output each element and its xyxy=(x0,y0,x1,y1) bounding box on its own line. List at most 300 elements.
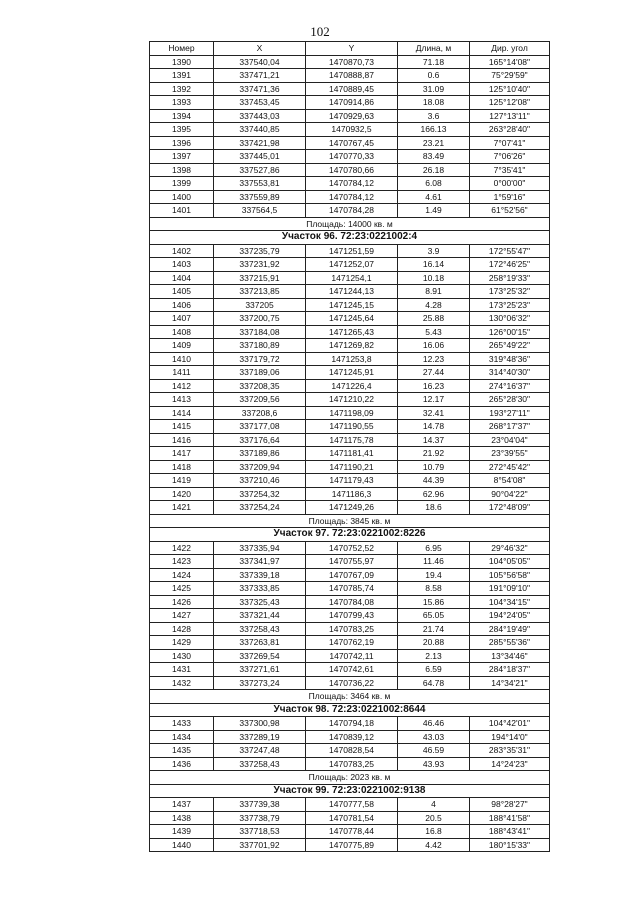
direction-angle-cell: 104°05'05" xyxy=(470,555,550,569)
point-number-cell: 1439 xyxy=(150,825,214,839)
x-coordinate-cell: 337471,21 xyxy=(214,69,306,83)
point-number-cell: 1405 xyxy=(150,285,214,299)
x-coordinate-cell: 337453,45 xyxy=(214,96,306,110)
x-coordinate-cell: 337177,08 xyxy=(214,420,306,434)
length-cell: 8.91 xyxy=(398,285,470,299)
x-coordinate-cell: 337559,89 xyxy=(214,190,306,204)
y-coordinate-cell: 1471265,43 xyxy=(306,325,398,339)
section-title: Участок 96. 72:23:0221002:4 xyxy=(150,231,550,245)
x-coordinate-cell: 337333,85 xyxy=(214,582,306,596)
length-cell: 14.37 xyxy=(398,433,470,447)
x-coordinate-cell: 337739,38 xyxy=(214,798,306,812)
point-number-cell: 1414 xyxy=(150,406,214,420)
y-coordinate-cell: 1470914,86 xyxy=(306,96,398,110)
direction-angle-cell: 130°06'32" xyxy=(470,312,550,326)
length-cell: 12.23 xyxy=(398,352,470,366)
point-number-cell: 1410 xyxy=(150,352,214,366)
table-row xyxy=(150,622,550,636)
y-coordinate-cell: 1470778,44 xyxy=(306,825,398,839)
y-coordinate-cell: 1470775,89 xyxy=(306,838,398,852)
x-coordinate-cell: 337445,01 xyxy=(214,150,306,164)
table-row xyxy=(150,312,550,326)
point-number-cell: 1409 xyxy=(150,339,214,353)
length-cell: 3.9 xyxy=(398,244,470,258)
area-row xyxy=(150,217,550,231)
table-row xyxy=(150,609,550,623)
direction-angle-cell: 0°00'00" xyxy=(470,177,550,191)
length-cell: 62.96 xyxy=(398,487,470,501)
table-row xyxy=(150,541,550,555)
x-coordinate-cell: 337247,48 xyxy=(214,744,306,758)
direction-angle-cell: 127°13'11" xyxy=(470,109,550,123)
direction-angle-cell: 173°25'23" xyxy=(470,298,550,312)
point-number-cell: 1397 xyxy=(150,150,214,164)
section-title-row xyxy=(150,784,550,798)
table-row xyxy=(150,420,550,434)
direction-angle-cell: 29°46'32" xyxy=(470,541,550,555)
x-coordinate-cell: 337176,64 xyxy=(214,433,306,447)
section-title-row xyxy=(150,528,550,542)
direction-angle-cell: 274°16'37" xyxy=(470,379,550,393)
direction-angle-cell: 125°12'08" xyxy=(470,96,550,110)
y-coordinate-cell: 1470755,97 xyxy=(306,555,398,569)
length-cell: 21.92 xyxy=(398,447,470,461)
length-cell: 43.93 xyxy=(398,757,470,771)
y-coordinate-cell: 1471190,55 xyxy=(306,420,398,434)
table-row xyxy=(150,271,550,285)
table-row xyxy=(150,366,550,380)
y-coordinate-cell: 1470742,61 xyxy=(306,663,398,677)
x-coordinate-cell: 337235,79 xyxy=(214,244,306,258)
table-row xyxy=(150,730,550,744)
x-coordinate-cell: 337553,81 xyxy=(214,177,306,191)
point-number-cell: 1435 xyxy=(150,744,214,758)
y-coordinate-cell: 1470777,58 xyxy=(306,798,398,812)
y-coordinate-cell: 1470932,5 xyxy=(306,123,398,137)
length-cell: 1.49 xyxy=(398,204,470,218)
length-cell: 14.78 xyxy=(398,420,470,434)
y-coordinate-cell: 1471179,43 xyxy=(306,474,398,488)
table-row xyxy=(150,636,550,650)
x-coordinate-cell: 337184,08 xyxy=(214,325,306,339)
table-row xyxy=(150,838,550,852)
direction-angle-cell: 188°41'58" xyxy=(470,811,550,825)
point-number-cell: 1423 xyxy=(150,555,214,569)
point-number-cell: 1401 xyxy=(150,204,214,218)
direction-angle-cell: 265°28'30" xyxy=(470,393,550,407)
direction-angle-cell: 7°35'41" xyxy=(470,163,550,177)
direction-angle-cell: 173°25'32" xyxy=(470,285,550,299)
length-cell: 46.46 xyxy=(398,717,470,731)
column-header-direction-angle: Дир. угол xyxy=(470,42,550,56)
x-coordinate-cell: 337540,04 xyxy=(214,55,306,69)
point-number-cell: 1396 xyxy=(150,136,214,150)
table-row xyxy=(150,474,550,488)
x-coordinate-cell: 337208,35 xyxy=(214,379,306,393)
table-row xyxy=(150,447,550,461)
direction-angle-cell: 268°17'37" xyxy=(470,420,550,434)
length-cell: 3.6 xyxy=(398,109,470,123)
y-coordinate-cell: 1470780,66 xyxy=(306,163,398,177)
point-number-cell: 1398 xyxy=(150,163,214,177)
point-number-cell: 1395 xyxy=(150,123,214,137)
x-coordinate-cell: 337339,18 xyxy=(214,568,306,582)
table-row xyxy=(150,663,550,677)
length-cell: 15.86 xyxy=(398,595,470,609)
column-header-x: X xyxy=(214,42,306,56)
table-row xyxy=(150,406,550,420)
table-row xyxy=(150,811,550,825)
direction-angle-cell: 23°04'04" xyxy=(470,433,550,447)
length-cell: 16.06 xyxy=(398,339,470,353)
length-cell: 16.8 xyxy=(398,825,470,839)
y-coordinate-cell: 1471245,91 xyxy=(306,366,398,380)
length-cell: 6.95 xyxy=(398,541,470,555)
table-header-row xyxy=(150,42,550,56)
length-cell: 16.23 xyxy=(398,379,470,393)
direction-angle-cell: 7°06'26" xyxy=(470,150,550,164)
point-number-cell: 1438 xyxy=(150,811,214,825)
section-title: Участок 99. 72:23:0221002:9138 xyxy=(150,784,550,798)
direction-angle-cell: 7°07'41" xyxy=(470,136,550,150)
x-coordinate-cell: 337258,43 xyxy=(214,622,306,636)
table-row xyxy=(150,798,550,812)
table-row xyxy=(150,379,550,393)
column-header-length: Длина, м xyxy=(398,42,470,56)
x-coordinate-cell: 337189,86 xyxy=(214,447,306,461)
y-coordinate-cell: 1470889,45 xyxy=(306,82,398,96)
point-number-cell: 1407 xyxy=(150,312,214,326)
table-row xyxy=(150,744,550,758)
x-coordinate-cell: 337321,44 xyxy=(214,609,306,623)
length-cell: 43.03 xyxy=(398,730,470,744)
table-row xyxy=(150,55,550,69)
table-row xyxy=(150,123,550,137)
x-coordinate-cell: 337421,98 xyxy=(214,136,306,150)
x-coordinate-cell: 337215,91 xyxy=(214,271,306,285)
length-cell: 0.6 xyxy=(398,69,470,83)
area-summary: Площадь: 2023 кв. м xyxy=(150,771,550,785)
point-number-cell: 1403 xyxy=(150,258,214,272)
x-coordinate-cell: 337263,81 xyxy=(214,636,306,650)
direction-angle-cell: 8°54'08" xyxy=(470,474,550,488)
x-coordinate-cell: 337209,56 xyxy=(214,393,306,407)
table-row xyxy=(150,555,550,569)
x-coordinate-cell: 337273,24 xyxy=(214,676,306,690)
length-cell: 12.17 xyxy=(398,393,470,407)
table-row xyxy=(150,393,550,407)
direction-angle-cell: 14°34'21" xyxy=(470,676,550,690)
x-coordinate-cell: 337200,75 xyxy=(214,312,306,326)
y-coordinate-cell: 1470785,74 xyxy=(306,582,398,596)
direction-angle-cell: 104°42'01" xyxy=(470,717,550,731)
direction-angle-cell: 90°04'22" xyxy=(470,487,550,501)
x-coordinate-cell: 337258,43 xyxy=(214,757,306,771)
point-number-cell: 1412 xyxy=(150,379,214,393)
y-coordinate-cell: 1471226,4 xyxy=(306,379,398,393)
length-cell: 18.6 xyxy=(398,501,470,515)
section-title-row xyxy=(150,231,550,245)
x-coordinate-cell: 337440,85 xyxy=(214,123,306,137)
x-coordinate-cell: 337471,36 xyxy=(214,82,306,96)
x-coordinate-cell: 337209,94 xyxy=(214,460,306,474)
table-row xyxy=(150,717,550,731)
table-row xyxy=(150,150,550,164)
direction-angle-cell: 172°55'47" xyxy=(470,244,550,258)
y-coordinate-cell: 1471175,78 xyxy=(306,433,398,447)
point-number-cell: 1416 xyxy=(150,433,214,447)
y-coordinate-cell: 1471253,8 xyxy=(306,352,398,366)
point-number-cell: 1440 xyxy=(150,838,214,852)
point-number-cell: 1434 xyxy=(150,730,214,744)
x-coordinate-cell: 337527,86 xyxy=(214,163,306,177)
point-number-cell: 1391 xyxy=(150,69,214,83)
x-coordinate-cell: 337341,97 xyxy=(214,555,306,569)
point-number-cell: 1393 xyxy=(150,96,214,110)
y-coordinate-cell: 1470929,63 xyxy=(306,109,398,123)
point-number-cell: 1408 xyxy=(150,325,214,339)
table-row xyxy=(150,595,550,609)
area-summary: Площадь: 14000 кв. м xyxy=(150,217,550,231)
table-row xyxy=(150,339,550,353)
point-number-cell: 1402 xyxy=(150,244,214,258)
point-number-cell: 1433 xyxy=(150,717,214,731)
direction-angle-cell: 314°40'30" xyxy=(470,366,550,380)
x-coordinate-cell: 337254,32 xyxy=(214,487,306,501)
x-coordinate-cell: 337180,89 xyxy=(214,339,306,353)
y-coordinate-cell: 1470799,43 xyxy=(306,609,398,623)
y-coordinate-cell: 1471269,82 xyxy=(306,339,398,353)
direction-angle-cell: 319°48'36" xyxy=(470,352,550,366)
point-number-cell: 1419 xyxy=(150,474,214,488)
table-row xyxy=(150,501,550,515)
direction-angle-cell: 193°27'11" xyxy=(470,406,550,420)
direction-angle-cell: 23°39'55" xyxy=(470,447,550,461)
table-row xyxy=(150,325,550,339)
x-coordinate-cell: 337205 xyxy=(214,298,306,312)
length-cell: 2.13 xyxy=(398,649,470,663)
length-cell: 31.09 xyxy=(398,82,470,96)
direction-angle-cell: 13°34'46" xyxy=(470,649,550,663)
table-row xyxy=(150,258,550,272)
direction-angle-cell: 285°55'36" xyxy=(470,636,550,650)
direction-angle-cell: 194°24'05" xyxy=(470,609,550,623)
length-cell: 46.59 xyxy=(398,744,470,758)
y-coordinate-cell: 1471251,59 xyxy=(306,244,398,258)
length-cell: 19.4 xyxy=(398,568,470,582)
direction-angle-cell: 172°46'25" xyxy=(470,258,550,272)
table-row xyxy=(150,460,550,474)
direction-angle-cell: 272°45'42" xyxy=(470,460,550,474)
length-cell: 27.44 xyxy=(398,366,470,380)
direction-angle-cell: 14°24'23" xyxy=(470,757,550,771)
x-coordinate-cell: 337210,46 xyxy=(214,474,306,488)
point-number-cell: 1411 xyxy=(150,366,214,380)
page-number: 102 xyxy=(310,24,330,39)
column-header-y: Y xyxy=(306,42,398,56)
point-number-cell: 1399 xyxy=(150,177,214,191)
table-row xyxy=(150,298,550,312)
table-body xyxy=(150,55,550,852)
table-row xyxy=(150,285,550,299)
point-number-cell: 1437 xyxy=(150,798,214,812)
y-coordinate-cell: 1470784,12 xyxy=(306,177,398,191)
section-title: Участок 98. 72:23:0221002:8644 xyxy=(150,703,550,717)
point-number-cell: 1424 xyxy=(150,568,214,582)
direction-angle-cell: 98°28'27" xyxy=(470,798,550,812)
section-title: Участок 97. 72:23:0221002:8226 xyxy=(150,528,550,542)
column-header-number: Номер xyxy=(150,42,214,56)
y-coordinate-cell: 1471186,3 xyxy=(306,487,398,501)
point-number-cell: 1406 xyxy=(150,298,214,312)
area-summary: Площадь: 3464 кв. м xyxy=(150,690,550,704)
length-cell: 8.58 xyxy=(398,582,470,596)
coordinates-table xyxy=(149,41,550,852)
y-coordinate-cell: 1471245,64 xyxy=(306,312,398,326)
table-row xyxy=(150,69,550,83)
length-cell: 44.39 xyxy=(398,474,470,488)
x-coordinate-cell: 337179,72 xyxy=(214,352,306,366)
y-coordinate-cell: 1471254,1 xyxy=(306,271,398,285)
direction-angle-cell: 284°18'37" xyxy=(470,663,550,677)
y-coordinate-cell: 1470784,08 xyxy=(306,595,398,609)
x-coordinate-cell: 337738,79 xyxy=(214,811,306,825)
length-cell: 21.74 xyxy=(398,622,470,636)
y-coordinate-cell: 1471190,21 xyxy=(306,460,398,474)
x-coordinate-cell: 337335,94 xyxy=(214,541,306,555)
point-number-cell: 1421 xyxy=(150,501,214,515)
direction-angle-cell: 283°35'31" xyxy=(470,744,550,758)
point-number-cell: 1427 xyxy=(150,609,214,623)
x-coordinate-cell: 337289,19 xyxy=(214,730,306,744)
point-number-cell: 1417 xyxy=(150,447,214,461)
area-row xyxy=(150,514,550,528)
length-cell: 166.13 xyxy=(398,123,470,137)
point-number-cell: 1404 xyxy=(150,271,214,285)
direction-angle-cell: 258°19'33" xyxy=(470,271,550,285)
point-number-cell: 1425 xyxy=(150,582,214,596)
point-number-cell: 1390 xyxy=(150,55,214,69)
table-row xyxy=(150,825,550,839)
x-coordinate-cell: 337208,6 xyxy=(214,406,306,420)
y-coordinate-cell: 1471245,15 xyxy=(306,298,398,312)
table-row xyxy=(150,109,550,123)
direction-angle-cell: 263°28'40" xyxy=(470,123,550,137)
length-cell: 23.21 xyxy=(398,136,470,150)
point-number-cell: 1428 xyxy=(150,622,214,636)
length-cell: 65.05 xyxy=(398,609,470,623)
y-coordinate-cell: 1470767,09 xyxy=(306,568,398,582)
table-row xyxy=(150,676,550,690)
direction-angle-cell: 172°48'09" xyxy=(470,501,550,515)
table-row xyxy=(150,582,550,596)
table-row xyxy=(150,82,550,96)
length-cell: 71.18 xyxy=(398,55,470,69)
y-coordinate-cell: 1470828,54 xyxy=(306,744,398,758)
table-row xyxy=(150,487,550,501)
direction-angle-cell: 125°10'40" xyxy=(470,82,550,96)
direction-angle-cell: 188°43'41" xyxy=(470,825,550,839)
x-coordinate-cell: 337271,61 xyxy=(214,663,306,677)
length-cell: 25.88 xyxy=(398,312,470,326)
direction-angle-cell: 191°09'10" xyxy=(470,582,550,596)
x-coordinate-cell: 337254,24 xyxy=(214,501,306,515)
length-cell: 11.46 xyxy=(398,555,470,569)
y-coordinate-cell: 1470736,22 xyxy=(306,676,398,690)
length-cell: 6.59 xyxy=(398,663,470,677)
length-cell: 20.88 xyxy=(398,636,470,650)
direction-angle-cell: 104°34'15" xyxy=(470,595,550,609)
x-coordinate-cell: 337564,5 xyxy=(214,204,306,218)
point-number-cell: 1426 xyxy=(150,595,214,609)
y-coordinate-cell: 1471198,09 xyxy=(306,406,398,420)
point-number-cell: 1429 xyxy=(150,636,214,650)
y-coordinate-cell: 1470752,52 xyxy=(306,541,398,555)
x-coordinate-cell: 337269,54 xyxy=(214,649,306,663)
y-coordinate-cell: 1470781,54 xyxy=(306,811,398,825)
x-coordinate-cell: 337443,03 xyxy=(214,109,306,123)
length-cell: 4.28 xyxy=(398,298,470,312)
point-number-cell: 1430 xyxy=(150,649,214,663)
y-coordinate-cell: 1471244,13 xyxy=(306,285,398,299)
area-row xyxy=(150,771,550,785)
length-cell: 4 xyxy=(398,798,470,812)
length-cell: 32.41 xyxy=(398,406,470,420)
point-number-cell: 1418 xyxy=(150,460,214,474)
direction-angle-cell: 61°52'56" xyxy=(470,204,550,218)
direction-angle-cell: 105°56'58" xyxy=(470,568,550,582)
y-coordinate-cell: 1470742,11 xyxy=(306,649,398,663)
length-cell: 6.08 xyxy=(398,177,470,191)
length-cell: 4.61 xyxy=(398,190,470,204)
y-coordinate-cell: 1470762,19 xyxy=(306,636,398,650)
point-number-cell: 1436 xyxy=(150,757,214,771)
x-coordinate-cell: 337300,98 xyxy=(214,717,306,731)
direction-angle-cell: 126°00'15" xyxy=(470,325,550,339)
point-number-cell: 1394 xyxy=(150,109,214,123)
x-coordinate-cell: 337718,53 xyxy=(214,825,306,839)
point-number-cell: 1420 xyxy=(150,487,214,501)
table-row xyxy=(150,177,550,191)
table-row xyxy=(150,433,550,447)
point-number-cell: 1400 xyxy=(150,190,214,204)
direction-angle-cell: 165°14'08" xyxy=(470,55,550,69)
point-number-cell: 1413 xyxy=(150,393,214,407)
y-coordinate-cell: 1470767,45 xyxy=(306,136,398,150)
x-coordinate-cell: 337325,43 xyxy=(214,595,306,609)
length-cell: 18.08 xyxy=(398,96,470,110)
point-number-cell: 1422 xyxy=(150,541,214,555)
length-cell: 64.78 xyxy=(398,676,470,690)
point-number-cell: 1392 xyxy=(150,82,214,96)
y-coordinate-cell: 1470784,12 xyxy=(306,190,398,204)
y-coordinate-cell: 1470783,25 xyxy=(306,622,398,636)
length-cell: 26.18 xyxy=(398,163,470,177)
table-row xyxy=(150,190,550,204)
x-coordinate-cell: 337231,92 xyxy=(214,258,306,272)
y-coordinate-cell: 1471249,26 xyxy=(306,501,398,515)
x-coordinate-cell: 337213,85 xyxy=(214,285,306,299)
length-cell: 4.42 xyxy=(398,838,470,852)
area-summary: Площадь: 3845 кв. м xyxy=(150,514,550,528)
table-row xyxy=(150,649,550,663)
y-coordinate-cell: 1470783,25 xyxy=(306,757,398,771)
table-row xyxy=(150,96,550,110)
direction-angle-cell: 194°14'0" xyxy=(470,730,550,744)
y-coordinate-cell: 1470770,33 xyxy=(306,150,398,164)
length-cell: 83.49 xyxy=(398,150,470,164)
y-coordinate-cell: 1470794,18 xyxy=(306,717,398,731)
